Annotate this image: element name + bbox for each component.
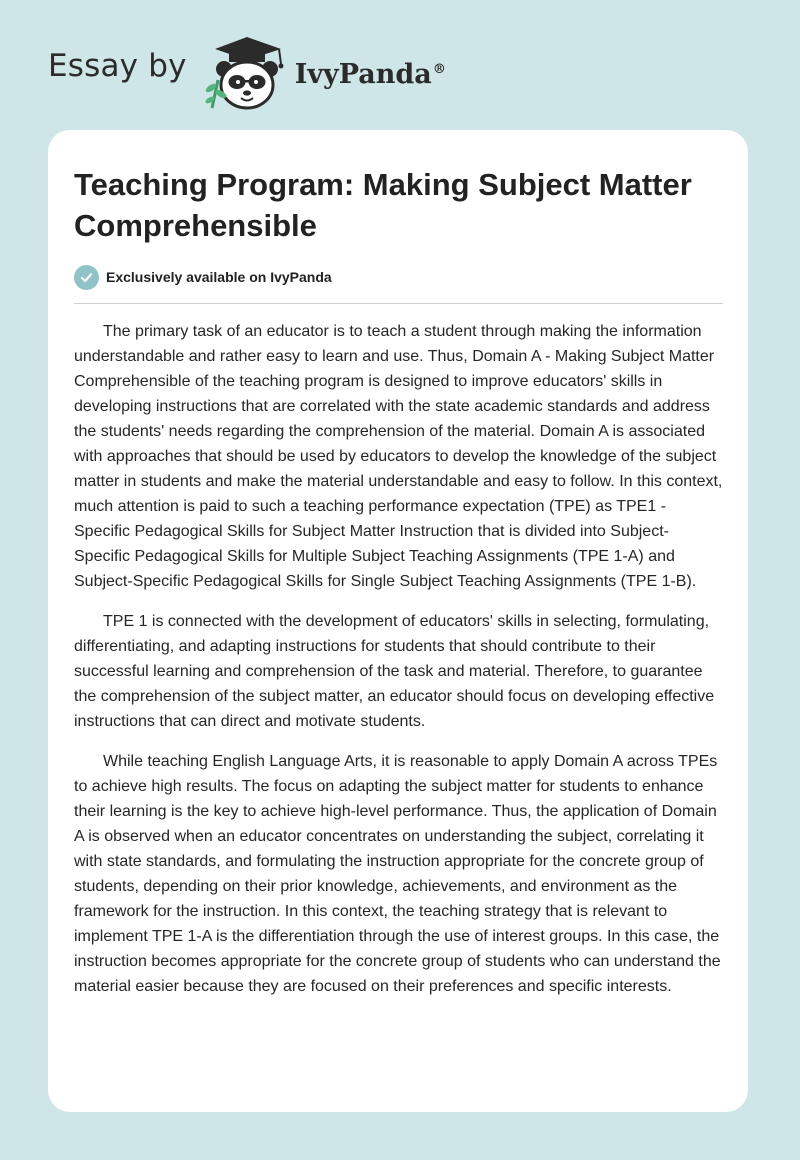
essay-card <box>48 130 748 1112</box>
exclusive-label: Exclusively available on IvyPanda <box>106 269 332 285</box>
panda-graduate-logo-icon <box>201 32 293 112</box>
paragraph-1: The primary task of an educator is to teach a student through making the information understandable and rather easy to learn and use. Thus, Domain A - Making Subject Matter Comprehensible of the teaching program is designed to improve educators' skills in developing instructions that are correlated with the state academic standards and address the students' needs regarding the comprehension of the material. Domain A is associated with approaches that should be used by educators to develop the knowledge of the subject matter in students and make the material understandable and easy to follow. In this context, much attention is paid to such a teaching performance expectation (TPE) as TPE1 - Specific Pedagogical Skills for Subject Matter Instruction that is divided into Subject-Specific Pedagogical Skills for Multiple Subject Teaching Assignments (TPE 1-A) and Subject-Specific Pedagogical Skills for Single Subject Teaching Assignments (TPE 1-B). <box>74 323 723 590</box>
divider <box>74 303 723 304</box>
page-title: Teaching Program: Making Subject Matter Comprehensible <box>74 167 692 243</box>
brand-prefix: Essay by <box>48 48 187 84</box>
essay-body <box>74 319 724 1014</box>
brand-name <box>295 59 446 90</box>
paragraph-2: TPE 1 is connected with the development of educators' skills in selecting, formulating, differentiating, and adapting instructions for students that should contribute to their successful learning and comprehension of the task and material. Therefore, to guarantee the comprehension of the subject matter, an educator should focus on developing effective instructions that can direct and motivate students. <box>74 613 715 730</box>
exclusive-badge <box>74 264 332 290</box>
registered-mark: ® <box>432 61 446 77</box>
paragraph-3: While teaching English Language Arts, it is reasonable to apply Domain A across TPEs to achieve high results. The focus on adapting the subject matter for students to enhance their learning is the key to achieve high-level performance. Thus, the application of Domain A is observed when an educator concentrates on understanding the subject, correlating it with state standards, and formulating the instruction appropriate for the concrete group of students, depending on their prior knowledge, achievements, and environment as the framework for the instruction. In this context, the teaching strategy that is relevant to implement TPE 1-A is the differentiation through the use of interest groups. In this case, the instruction becomes appropriate for the concrete group of students who can understand the material easier because they are focused on their preferences and specific interests. <box>74 753 721 995</box>
brand-name-text: IvyPanda <box>294 58 432 90</box>
brand-header <box>48 32 446 112</box>
check-icon <box>74 265 99 290</box>
